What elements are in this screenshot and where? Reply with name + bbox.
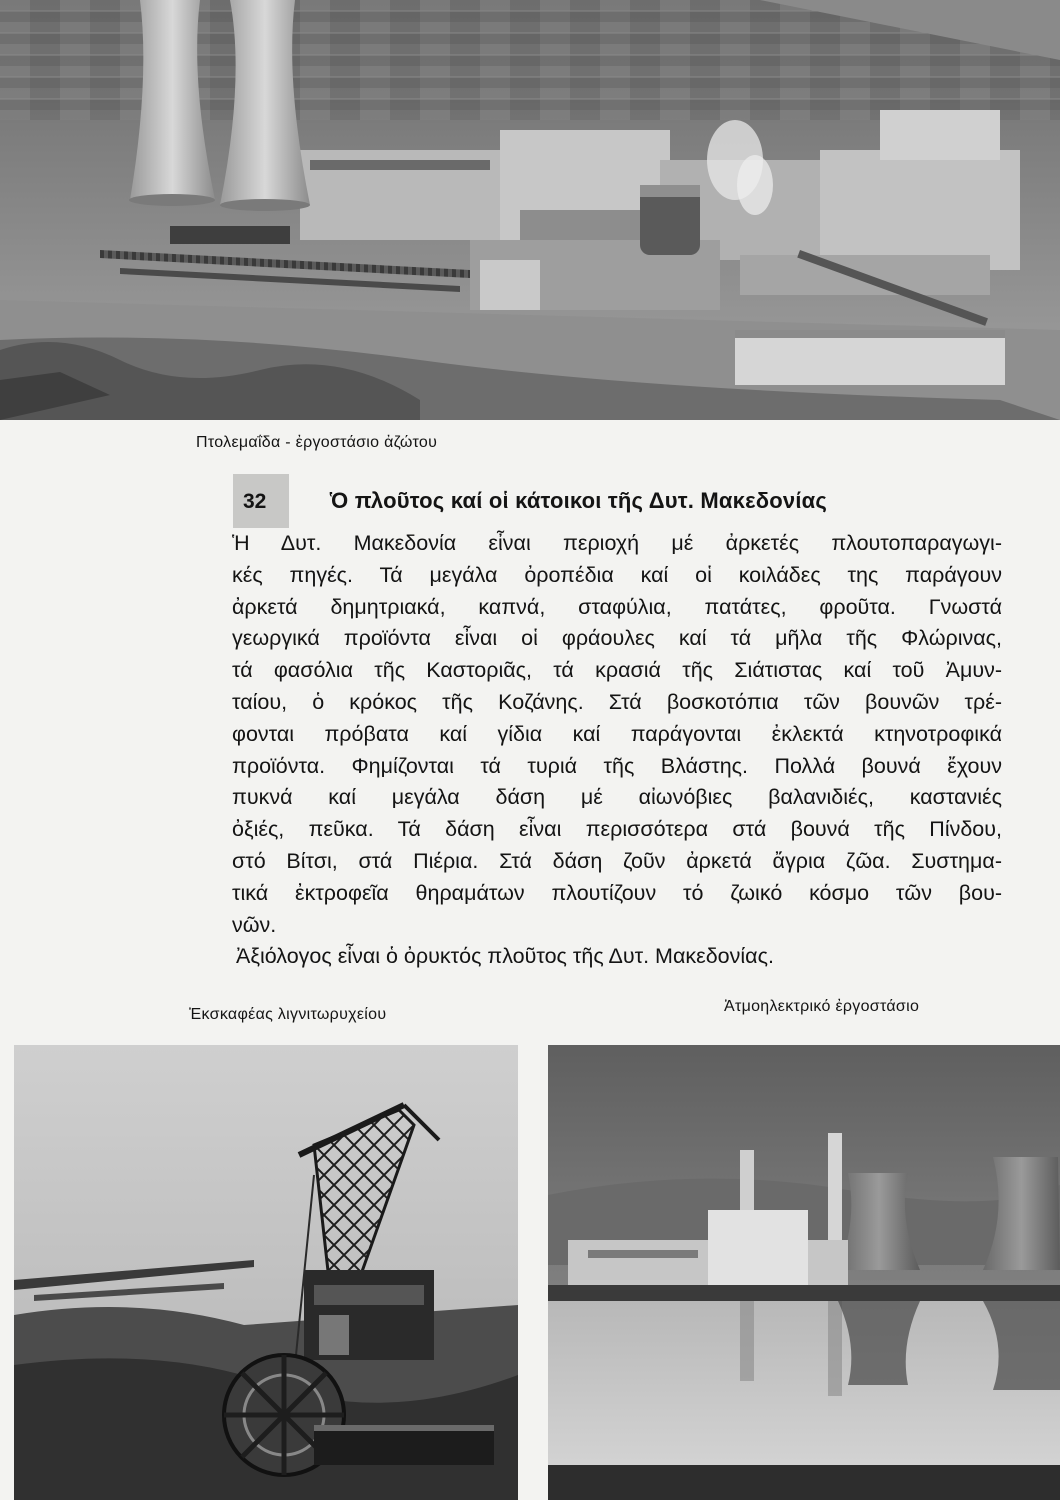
closing-line: Ἀξιόλογος εἶναι ὁ ὀρυκτός πλοῦτος τῆς Δυτ. Μακεδονίας. bbox=[236, 944, 774, 969]
power-station-illustration bbox=[548, 1045, 1060, 1500]
body-line: τικά ἐκτροφεῖα θηραμάτων πλουτίζουν τό ζωικό κόσμο τῶν βου- bbox=[232, 880, 1002, 905]
body-line: νῶν. bbox=[232, 912, 277, 937]
power-station-photo bbox=[548, 1045, 1060, 1500]
body-line: προϊόντα. Φημίζονται τά τυριά τῆς Βλάστης. Πολλά βουνά ἔχουν bbox=[232, 753, 1002, 778]
nitrogen-factory-illustration bbox=[0, 0, 1060, 420]
lignite-excavator-illustration bbox=[14, 1045, 518, 1500]
body-text bbox=[232, 528, 1002, 973]
lignite-excavator-photo bbox=[14, 1045, 518, 1500]
bottom-right-photo-caption: Ἀτμοηλεκτρικό ἐργοστάσιο bbox=[724, 998, 920, 1015]
body-line: κές πηγές. Τά μεγάλα ὀροπέδια καί οἱ κοιλάδες της παράγουν bbox=[232, 562, 1002, 587]
body-line: στό Βίτσι, στά Πιέρια. Στά δάση ζοῦν ἀρκετά ἄγρια ζῶα. Συστημα- bbox=[232, 848, 1002, 873]
body-line: ὀξιές, πεῦκα. Τά δάση εἶναι περισσότερα στά βουνά τῆς Πίνδου, bbox=[232, 817, 1002, 842]
body-line: ταίου, ὁ κρόκος τῆς Κοζάνης. Στά βοσκοτόπια τῶν βουνῶν τρέ- bbox=[232, 689, 1002, 714]
bottom-left-photo-caption: Ἐκσκαφέας λιγνιτωρυχείου bbox=[189, 1006, 387, 1023]
top-photo-caption: Πτολεμαΐδα - ἐργοστάσιο ἀζώτου bbox=[196, 434, 438, 451]
body-line: γεωργικά προϊόντα εἶναι οἱ φράουλες καί τά μῆλα τῆς Φλώρινας, bbox=[232, 626, 1002, 651]
body-line: τά φασόλια τῆς Καστοριᾶς, τά κρασιά τῆς Σιάτιστας καί τοῦ Ἀμυν- bbox=[232, 658, 1002, 683]
body-line: πυκνά καί μεγάλα δάση μέ αἰωνόβιες βαλανιδιές, καστανιές bbox=[232, 785, 1002, 810]
page-number: 32 bbox=[243, 490, 267, 513]
body-line: ἀρκετά δημητριακά, καπνά, σταφύλια, πατάτες, φροῦτα. Γνωστά bbox=[232, 594, 1002, 619]
nitrogen-factory-photo bbox=[0, 0, 1060, 420]
body-line: Ἡ Δυτ. Μακεδονία εἶναι περιοχή μέ ἀρκετές πλουτοπαραγωγι- bbox=[232, 531, 1002, 555]
body-line: φονται πρόβατα καί γίδια καί παράγονται ἐκλεκτά κτηνοτροφικά bbox=[232, 721, 1002, 746]
section-title: Ὁ πλοῦτος καί οἱ κάτοικοι τῆς Δυτ. Μακεδονίας bbox=[330, 488, 828, 513]
